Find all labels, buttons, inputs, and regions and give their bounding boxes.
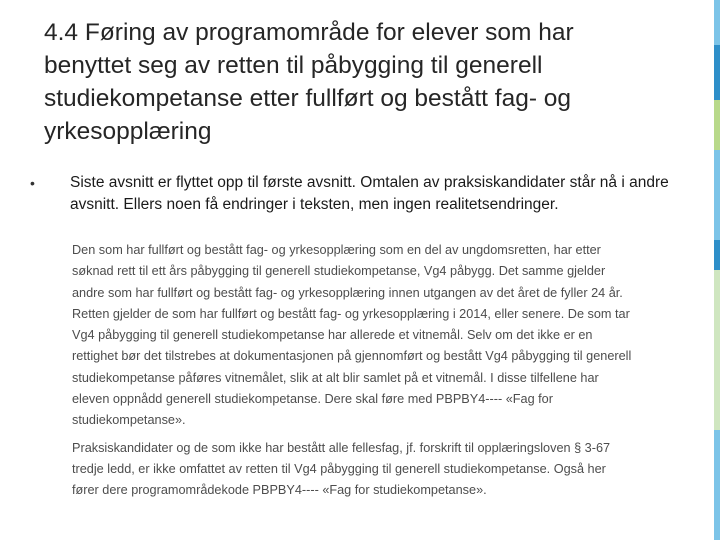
- accent-bar: [714, 45, 720, 100]
- bullet-marker: •: [30, 175, 35, 191]
- accent-bar: [714, 0, 720, 45]
- accent-bar: [714, 240, 720, 270]
- accent-bar: [714, 100, 720, 150]
- accent-bar: [714, 270, 720, 430]
- accent-bar: [714, 150, 720, 240]
- excerpt-paragraph-1: Den som har fullført og bestått fag- og yrkesopplæring som en del av ungdomsretten, har etter søknad rett til ett års påbygging til generell studiekompetanse, Vg4 påbygg. Det samme gjelder andre som har fullført og bestått fag- og yrkesopplæring innen utgangen av det året de fyller 24 år. Retten gjelder de som har fullført og bestått fag- og yrkesopplæring i 2014, eller senere. De som tar Vg4 påbygging til generell studiekompetanse har allerede et vitnemål. Selv om det ikke er en rettighet bør det tilstrebes at dokumentasjonen på gjennomført og bestått Vg4 påbygging til generell studiekompetanse påføres vitnemålet, slik at alt blir samlet på et vitnemål. I disse tilfellene har eleven oppnådd generell studiekompetanse. Dere skal føre med PBPBY4---- «Fag for studiekompetanse».: [72, 243, 632, 428]
- quoted-excerpt: [72, 240, 632, 502]
- excerpt-paragraph-2: Praksiskandidater og de som ikke har bestått alle fellesfag, jf. forskrift til opplæringsloven § 3-67 tredje ledd, er ikke omfattet av retten til Vg4 påbygging til generell studiekompetanse. Også her fører dere programområdekode PBPBY4---- «Fag for studiekompetanse».: [72, 440, 611, 498]
- bullet-text: Siste avsnitt er flyttet opp til første avsnitt. Omtalen av praksiskandidater står nå i andre avsnitt. Ellers noen få endringer i teksten, men ingen realitetsendringer.: [70, 174, 669, 213]
- slide-title: 4.4 Føring av programområde for elever som har benyttet seg av retten til påbygging til generell studiekompetanse etter fullført og bestått fag- og yrkesopplæring: [44, 19, 574, 145]
- accent-bar: [714, 430, 720, 540]
